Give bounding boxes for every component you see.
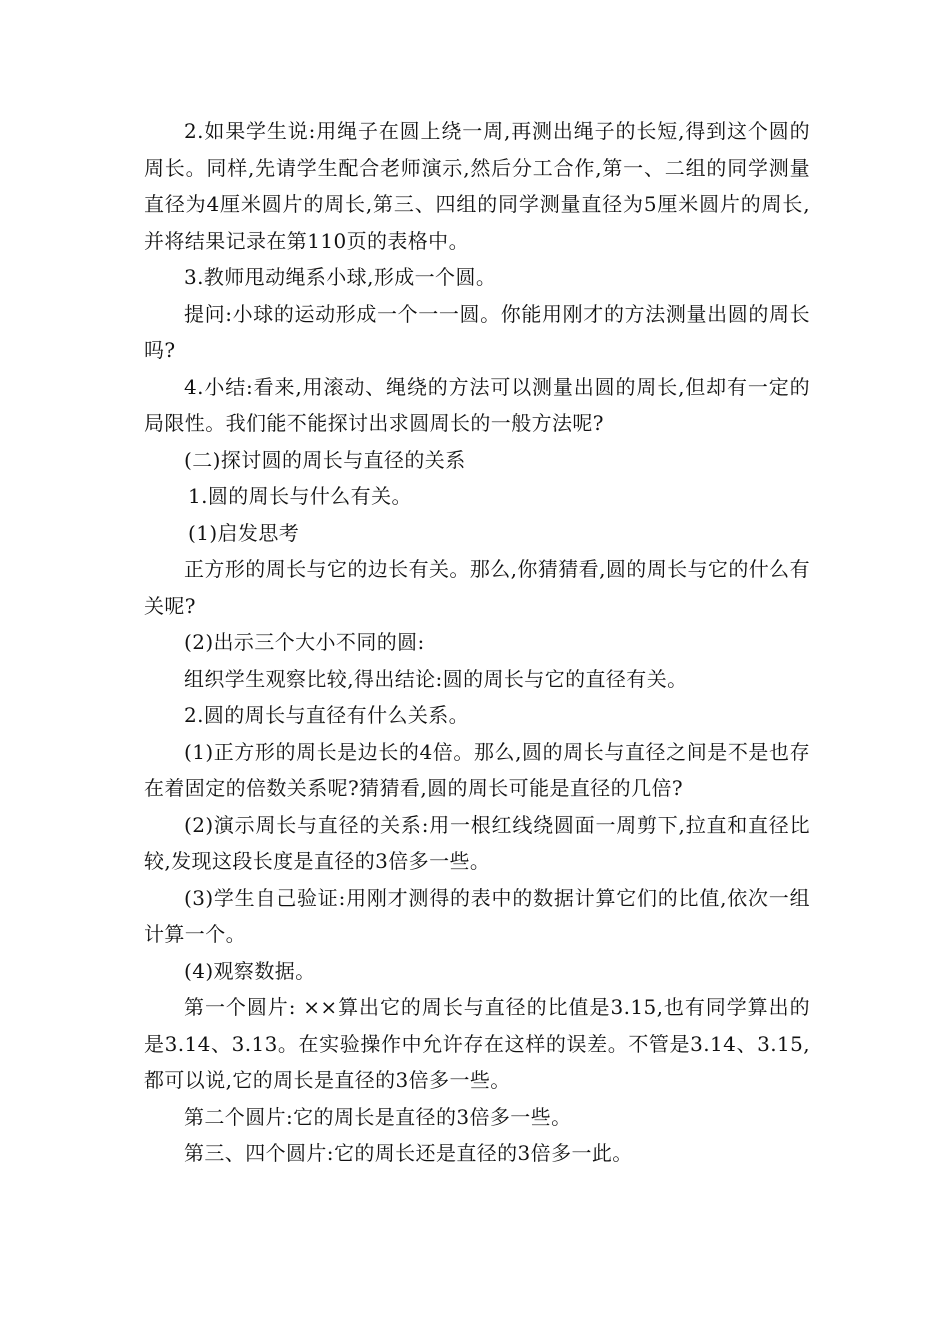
paragraph-first-disc: 第一个圆片: ××算出它的周长与直径的比值是3.15,也有同学算出的是3.14、3.13。在实验操作中允许存在这样的误差。不管是3.14、3.15,都可以说,它的周长是直径的3倍多一些。 bbox=[144, 995, 810, 1092]
subheading-related-to: 1.圆的周长与什么有关。 bbox=[188, 484, 412, 508]
paragraph-summary: 4.小结:看来,用滚动、绳绕的方法可以测量出圆的周长,但却有一定的局限性。我们能不能探讨出求圆周长的一般方法呢? bbox=[144, 374, 810, 435]
paragraph-swing-ball: 3.教师甩动绳系小球,形成一个圆。 bbox=[184, 265, 497, 289]
subheading-inspire-thinking: (1)启发思考 bbox=[188, 520, 300, 545]
paragraph-conclusion: 组织学生观察比较,得出结论:圆的周长与它的直径有关。 bbox=[184, 666, 688, 691]
paragraph-multiple-guess: (1)正方形的周长是边长的4倍。那么,圆的周长与直径之间是不是也存在着固定的倍数关系呢?猜猜看,圆的周长可能是直径的几倍? bbox=[144, 739, 810, 800]
paragraph-square-analogy: 正方形的周长与它的边长有关。那么,你猜猜看,圆的周长与它的什么有关呢? bbox=[144, 557, 810, 618]
paragraph-red-thread-demo: (2)演示周长与直径的关系:用一根红线绕圆面一周剪下,拉直和直径比较,发现这段长度是直径的3倍多一些。 bbox=[144, 812, 810, 873]
document-body bbox=[144, 113, 810, 1172]
paragraph-rope-method: 2.如果学生说:用绳子在圆上绕一周,再测出绳子的长短,得到这个圆的周长。同样,先请学生配合老师演示,然后分工合作,第一、二组的同学测量直径为4厘米圆片的周长,第三、四组的同学测量直径为5厘米圆片的周长,并将结果记录在第110页的表格中。 bbox=[144, 119, 810, 253]
section-heading: (二)探讨圆的周长与直径的关系 bbox=[184, 447, 466, 472]
subheading-relationship: 2.圆的周长与直径有什么关系。 bbox=[184, 703, 470, 727]
paragraph-student-verify: (3)学生自己验证:用刚才测得的表中的数据计算它们的比值,依次一组计算一个。 bbox=[144, 885, 810, 946]
paragraph-second-disc: 第二个圆片:它的周长是直径的3倍多一些。 bbox=[184, 1104, 572, 1129]
paragraph-observe-data: (4)观察数据。 bbox=[184, 958, 316, 983]
paragraph-show-circles: (2)出示三个大小不同的圆: bbox=[184, 630, 425, 654]
paragraph-third-fourth-disc: 第三、四个圆片:它的周长还是直径的3倍多一此。 bbox=[184, 1141, 633, 1165]
paragraph-question: 提问:小球的运动形成一个一一圆。你能用刚才的方法测量出圆的周长吗? bbox=[144, 301, 810, 362]
